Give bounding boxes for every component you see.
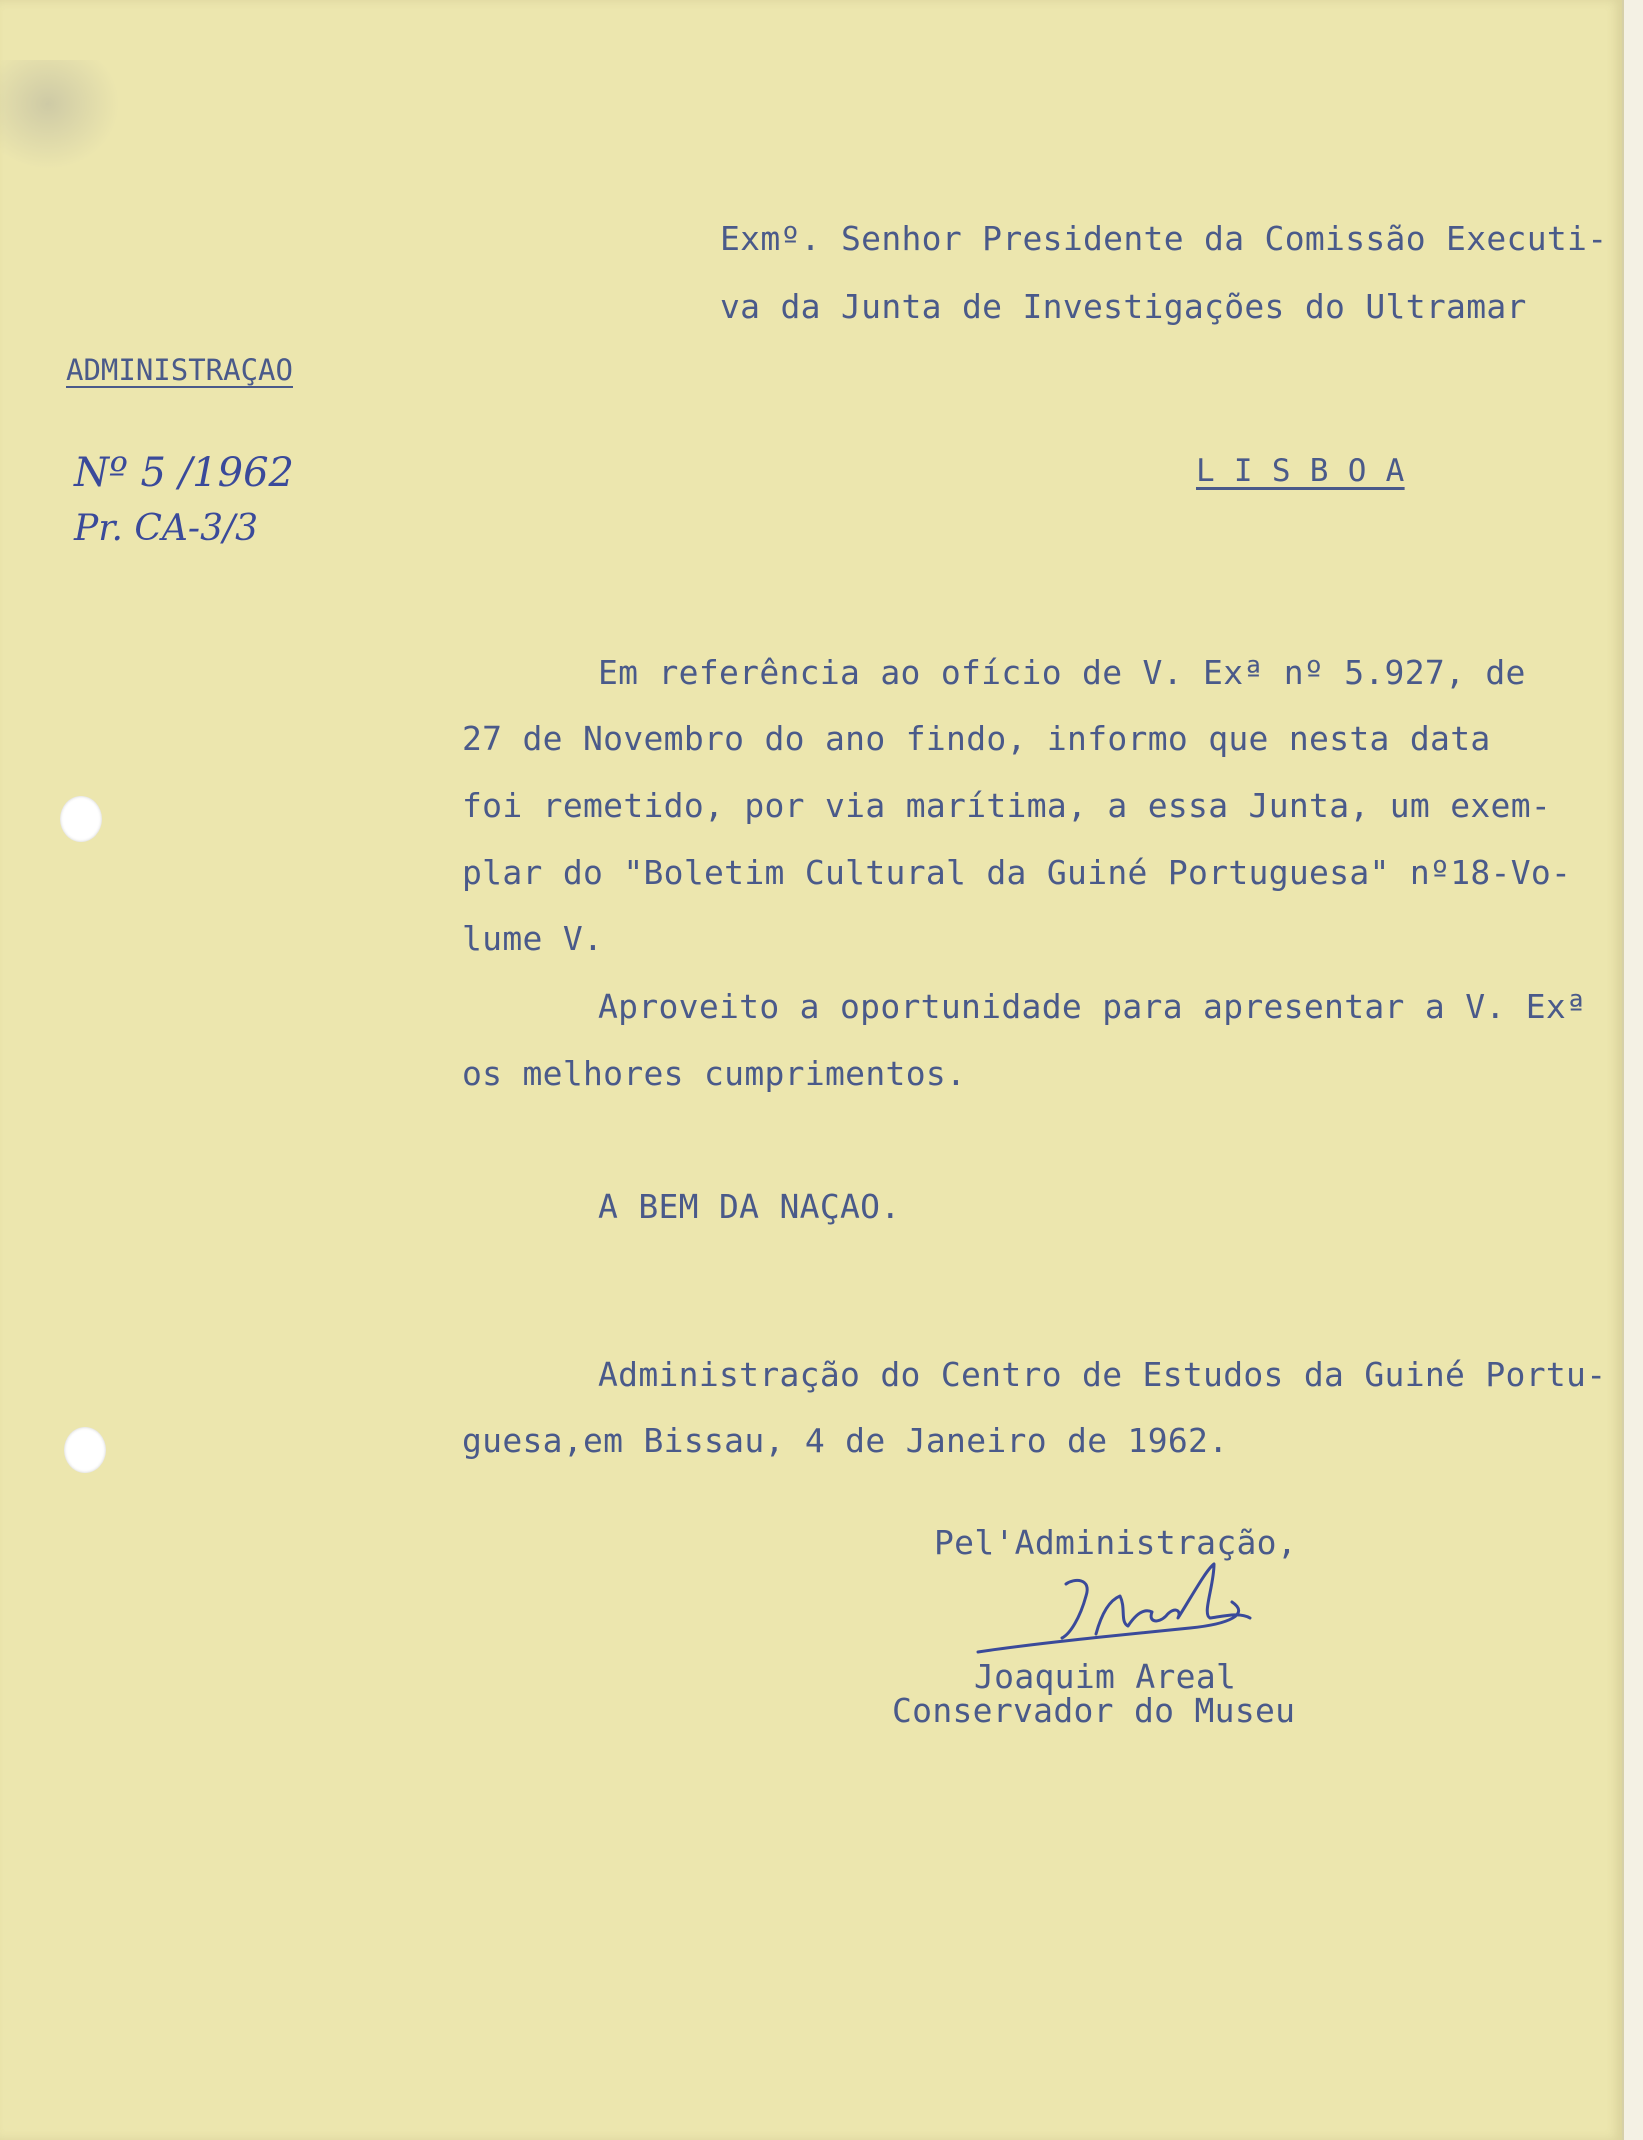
reference-process: Pr. CA-3/3 [74, 508, 259, 549]
punch-hole-top [60, 796, 102, 842]
punch-hole-bottom [64, 1427, 106, 1473]
signatory-title: Conservador do Museu [892, 1691, 1296, 1730]
on-behalf-line: Pel'Administração, [934, 1523, 1298, 1562]
handwritten-signature [970, 1556, 1290, 1666]
place-date-line-1: Administração do Centro de Estudos da Guiné Portu- [598, 1355, 1607, 1394]
paragraph-1-line-2: 27 de Novembro do ano findo, informo que nesta data [462, 719, 1491, 758]
place-date-line-2: guesa,em Bissau, 4 de Janeiro de 1962. [462, 1421, 1229, 1460]
department-heading: ADMINISTRAÇAO [66, 353, 293, 387]
signatory-name: Joaquim Areal [974, 1657, 1237, 1696]
paragraph-1-line-5: lume V. [462, 919, 604, 958]
paper-edge [1622, 0, 1643, 2140]
paragraph-1-line-3: foi remetido, por via marítima, a essa Junta, um exem- [462, 786, 1552, 825]
addressee-line-2: va da Junta de Investigações do Ultramar [720, 287, 1527, 326]
addressee-city: L I S B O A [1196, 453, 1405, 489]
addressee-line-1: Exmº. Senhor Presidente da Comissão Executi- [720, 219, 1608, 258]
paragraph-2-line-1: Aproveito a oportunidade para apresentar a V. Exª [598, 987, 1587, 1026]
paragraph-1-line-1: Em referência ao ofício de V. Exª nº 5.927, de [598, 653, 1526, 692]
reference-number: Nº 5 /1962 [74, 450, 294, 496]
paper-smudge [0, 60, 120, 170]
salutation: A BEM DA NAÇAO. [598, 1187, 901, 1226]
paragraph-2-line-2: os melhores cumprimentos. [462, 1054, 967, 1093]
paragraph-1-line-4: plar do "Boletim Cultural da Guiné Portuguesa" nº18-Vo- [462, 853, 1572, 892]
